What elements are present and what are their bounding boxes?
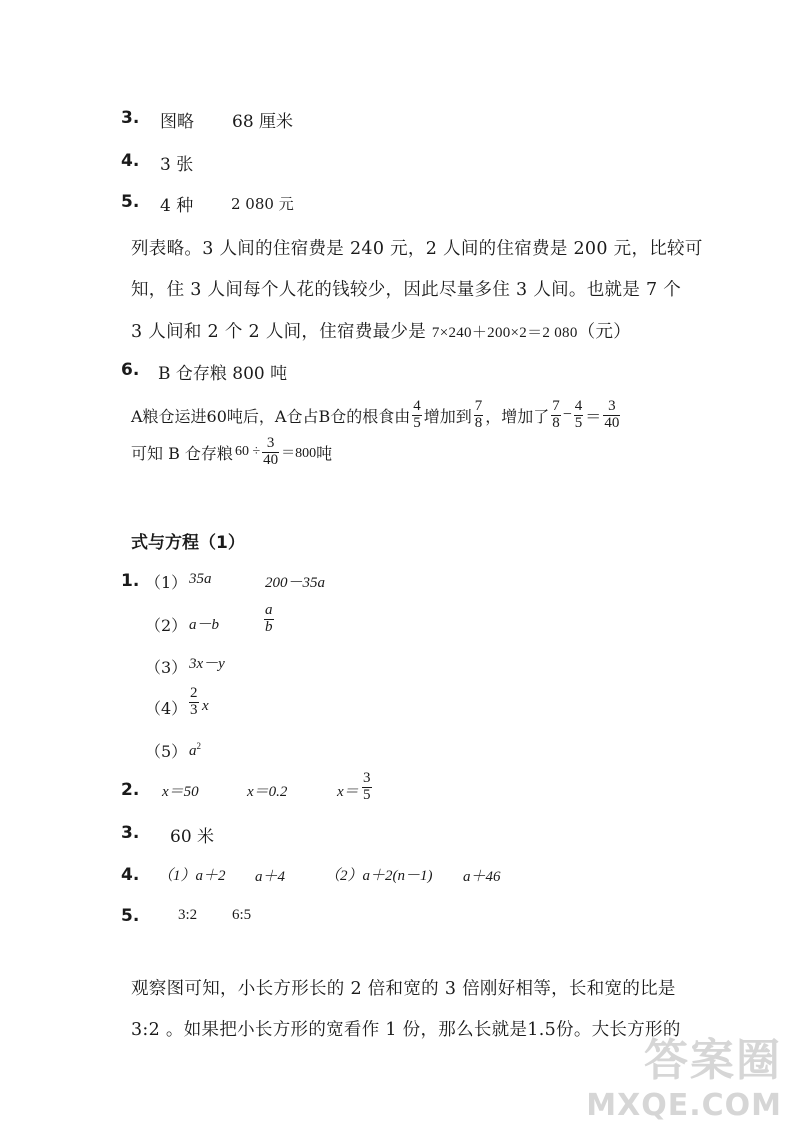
item-4-answer: 3 张 bbox=[160, 155, 194, 175]
item-6-line1-text-b: 增加到 bbox=[423, 406, 472, 426]
fraction-7-8-b: $\frac{7}{8}$ bbox=[552, 397, 560, 431]
fraction-7-8: $\frac{7}{8}$ bbox=[474, 397, 483, 431]
item-6-line1-text-a: A粮仓运进60吨后，A仓占B仓的根食由 bbox=[131, 406, 411, 426]
q2-fraction-3-5: $\frac{3}{5}$ bbox=[363, 770, 371, 803]
q1-part1-answer-a: 35a bbox=[189, 571, 212, 587]
fraction-4-5: $\frac{4}{5}$ bbox=[413, 397, 421, 431]
q4-number: 4. bbox=[121, 865, 140, 885]
item-5-answer-b: 2 080 元 bbox=[231, 195, 294, 213]
watermark-logo: 答案圈 bbox=[644, 1035, 782, 1086]
item-5-line3-text: 3 人间和 2 个 2 人间，住宿费最少是 bbox=[131, 322, 427, 342]
item-3-answer-b: 68 厘米 bbox=[232, 112, 294, 132]
item-5-explanation-line3 bbox=[131, 318, 631, 343]
watermark bbox=[586, 1024, 782, 1123]
q1-number: 1. bbox=[121, 571, 140, 591]
item-5-line3-unit: （元） bbox=[577, 322, 632, 342]
item-number-4: 4. bbox=[121, 151, 140, 171]
equals-sign: ＝ bbox=[585, 408, 602, 426]
q1-part4-variable: x bbox=[202, 698, 209, 714]
q2-number: 2. bbox=[121, 780, 140, 800]
q4-part2-answer-a: （2）a＋2(n－1) bbox=[325, 868, 433, 884]
item-6-line2-unit: 吨 bbox=[316, 443, 333, 463]
item-number-3: 3. bbox=[121, 108, 140, 128]
fraction-3-40: $\frac{3}{40}$ bbox=[604, 397, 620, 431]
q1-part1-label: （1） bbox=[145, 573, 188, 592]
item-5-explanation-line1: 列表略。3 人间的住宿费是 240 元，2 人间的住宿费是 200 元，比较可 bbox=[131, 239, 703, 259]
q1-part3-label: （3） bbox=[145, 658, 188, 677]
q1-part3-answer: 3x－y bbox=[189, 656, 225, 672]
item-number-6: 6. bbox=[121, 360, 140, 380]
q1-part5-label: （5） bbox=[145, 742, 188, 761]
section-title: 式与方程（1） bbox=[131, 533, 245, 553]
q5-answer-a: 3:2 bbox=[178, 907, 198, 923]
item-6-line2-text-a: 可知 B 仓存粮 bbox=[131, 443, 233, 463]
q4-part2-answer-b: a＋46 bbox=[463, 869, 501, 885]
item-number-5: 5. bbox=[121, 192, 140, 212]
q2-answer-a: x＝50 bbox=[162, 784, 199, 800]
q1-part5-answer: $a^2$ bbox=[189, 741, 201, 759]
item-6-line2-result: ＝800 bbox=[281, 446, 317, 461]
q5-explanation-line1: 观察图可知，小长方形长的 2 倍和宽的 3 倍刚好相等，长和宽的比是 bbox=[131, 979, 676, 999]
fraction-3-40-b: $\frac{3}{40}$ bbox=[263, 434, 279, 468]
item-5-answer-a: 4 种 bbox=[160, 196, 194, 216]
q1-part4-fraction: $\frac{2}{3}$ bbox=[190, 685, 198, 718]
q5-explanation-line2: 3:2 。如果把小长方形的宽看作 1 份，那么长就是1.5份。大长方形的 bbox=[131, 1020, 681, 1040]
item-6-line2-expr: 60 ÷ bbox=[234, 444, 261, 459]
q5-number: 5. bbox=[121, 906, 140, 926]
q4-part1-answer-b: a＋4 bbox=[255, 869, 286, 885]
minus-sign: − bbox=[562, 406, 572, 423]
item-6-answer: B 仓存粮 800 吨 bbox=[158, 364, 288, 384]
item-3-answer-a: 图略 bbox=[160, 112, 194, 132]
q4-part1-answer-a: （1）a＋2 bbox=[158, 868, 226, 884]
item-5-explanation-line2: 知，住 3 人间每个人花的钱较少，因此尽量多住 3 人间。也就是 7 个 bbox=[131, 280, 682, 300]
q1-part2-answer-a: a－b bbox=[189, 617, 220, 633]
q1-part2-fraction: $\frac{a}{b}$ bbox=[265, 602, 273, 635]
q3-answer: 60 米 bbox=[170, 827, 215, 847]
watermark-url: MXQE.COM bbox=[586, 1088, 782, 1123]
item-5-line3-formula: 7×240＋200×2＝2 080 bbox=[431, 325, 578, 341]
fraction-4-5-b: $\frac{4}{5}$ bbox=[574, 397, 583, 431]
q5-answer-b: 6:5 bbox=[232, 907, 252, 923]
item-6-line1-text-c: ，增加了 bbox=[485, 406, 550, 426]
item-6-explanation-line2 bbox=[131, 430, 332, 474]
q1-part1-answer-b: 200－35a bbox=[265, 575, 326, 591]
q2-answer-b: x＝0.2 bbox=[247, 784, 288, 800]
q1-part4-label: （4） bbox=[145, 699, 188, 718]
q1-part2-label: （2） bbox=[145, 616, 188, 635]
q2-answer-c-prefix: x＝ bbox=[337, 784, 359, 800]
q3-number: 3. bbox=[121, 823, 140, 843]
